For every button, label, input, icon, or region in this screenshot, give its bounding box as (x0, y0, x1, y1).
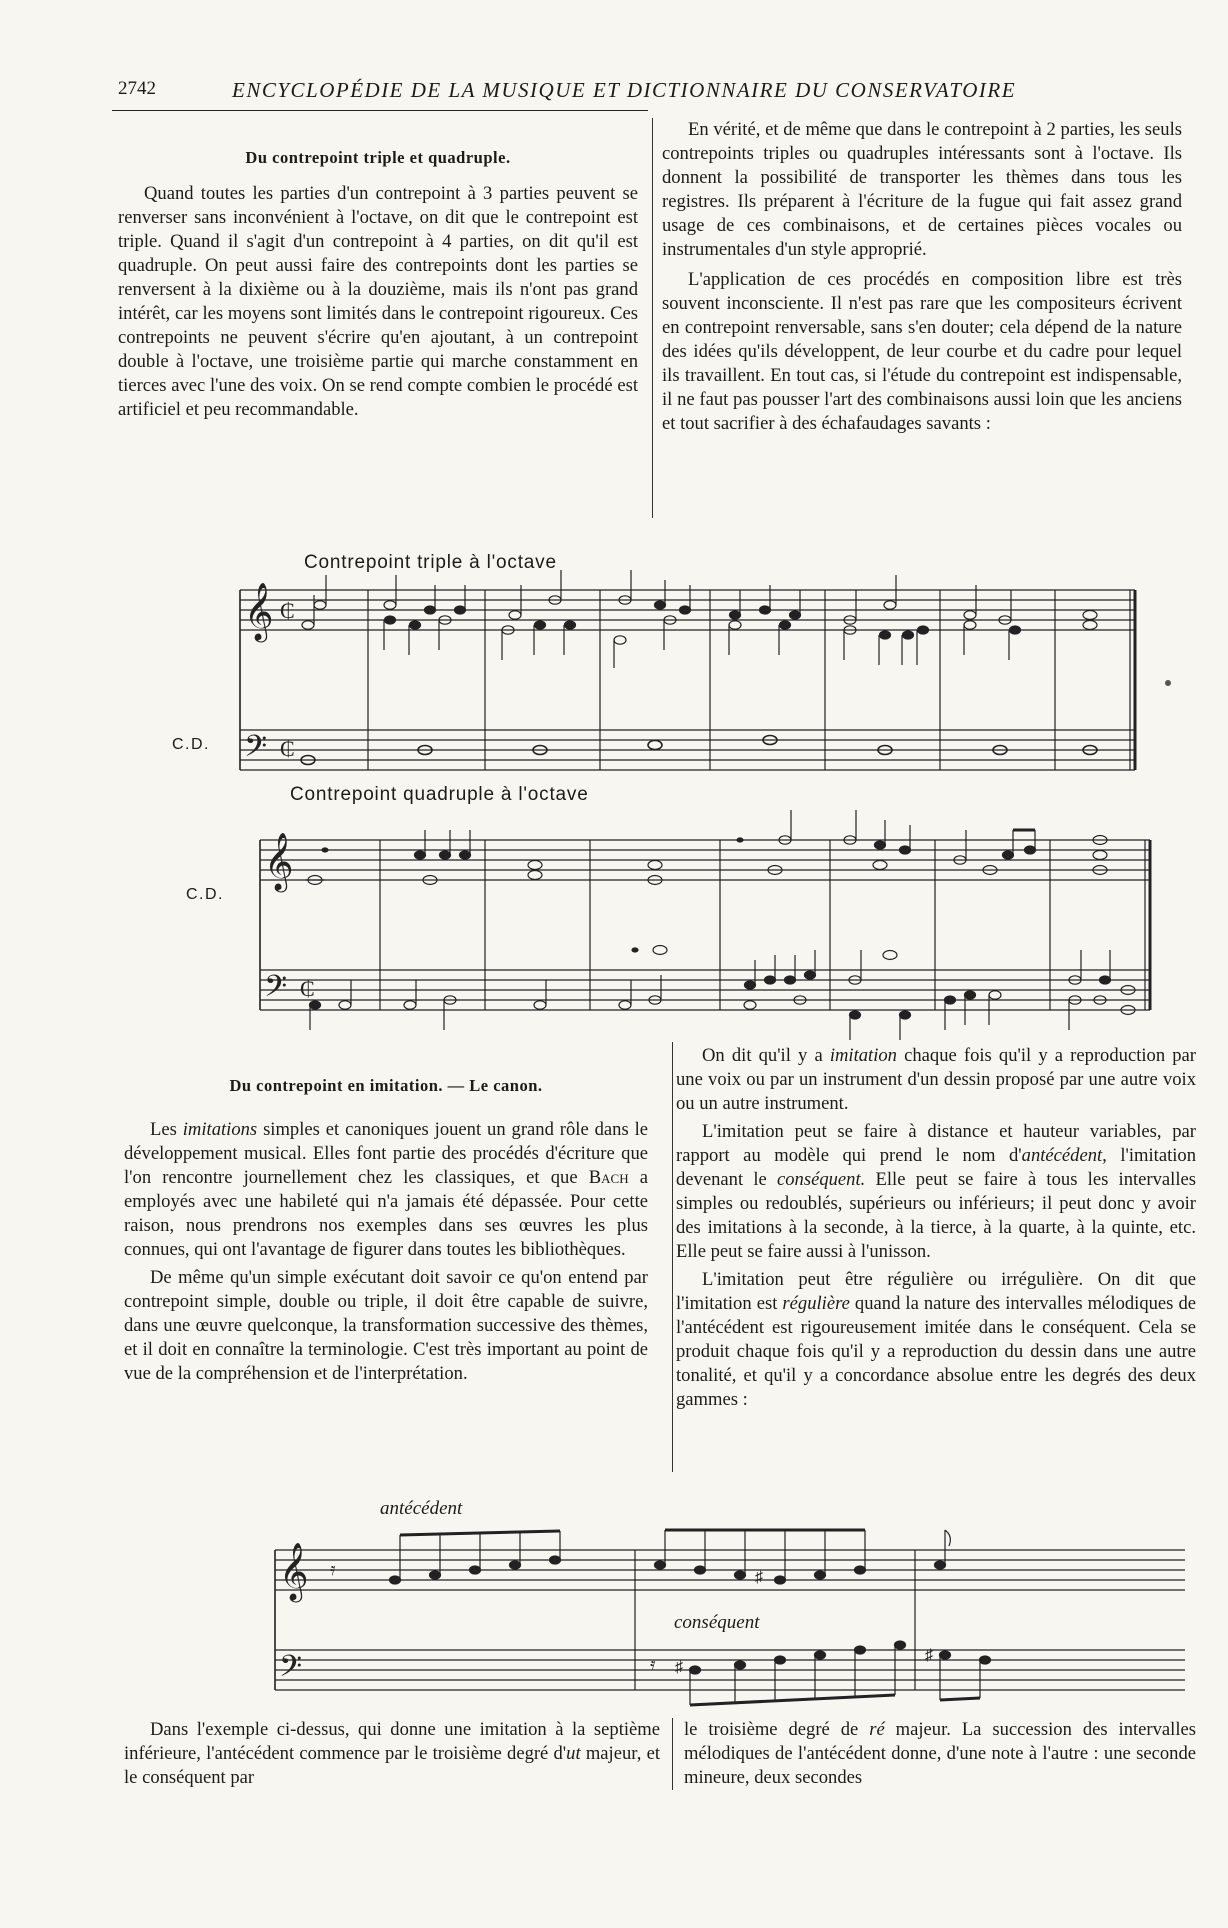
consequent-label: conséquent (674, 1612, 760, 1633)
text-run: a employés avec une habileté qui n'a jamais été dépassée. Pour cette raison, nous prendrons nos exemples dans ses œuvres les plus connues, qui ont l'avantage de figurer dans toutes les bibliothèques. (124, 1167, 648, 1260)
antecedent-label: antécédent (380, 1498, 463, 1519)
example-title: Contrepoint quadruple à l'octave (290, 784, 589, 805)
text-run: L'imitation peut être régulière ou irrégulière. On dit que l'imitation est (676, 1269, 1196, 1314)
svg-text:♯: ♯ (755, 1569, 763, 1586)
text-run: ut (566, 1743, 581, 1764)
svg-text:♯: ♯ (925, 1647, 933, 1664)
paragraph (676, 1044, 1196, 1116)
paragraph: Quand toutes les parties d'un contrepoint à 3 parties peuvent se renverser sans inconvénient à l'octave, on dit que le contrepoint est triple. Quand il s'agit d'un contrepoint à 4 parties, on dit qu'il est quadruple. On peut aussi faire des contrepoints dont les parties se renversent à la dixième ou à la douzième, mais ils n'ont pas grand intérêt, car les moyens sont limités dans le contrepoint rigoureux. Ces contrepoints ne peuvent s'écrire qu'en ajoutant, à un contrepoint double à l'octave, une troisième partie qui marche constamment en tierces avec l'une des voix. On se rend compte combien le procédé est artificiel et peu recommandable. (118, 183, 638, 420)
svg-text:𝄢: 𝄢 (279, 1650, 303, 1691)
svg-text:₵: ₵ (300, 976, 315, 1001)
text-run: Dans l'exemple ci-dessus, qui donne une imitation à la septième inférieure, l'antécédent commence par le troisième degré d' (124, 1719, 660, 1764)
paragraph (124, 1118, 648, 1262)
header-rule (112, 110, 648, 111)
text-run: Les (150, 1119, 183, 1140)
music-example-2 (250, 820, 1170, 1020)
paragraph: De même qu'un simple exécutant doit savoir ce qu'on entend par contrepoint simple, double ou triple, il doit être capable de suivre, dans une œuvre quelconque, la transformation successive des thèmes, et il doit en connaître la terminologie. C'est très important au point de vue de la compréhension et de l'interprétation. (124, 1267, 648, 1384)
text-run: quand la nature des intervalles mélodiques de l'antécédent est rigoureusement imitée dans le conséquent. Cela se produit chaque fois qu'il y a reproduction du dessin dans une autre tonalité, et qu'il y a concordance absolue entre les degrés des deux gammes : (676, 1293, 1197, 1410)
page-number: 2742 (118, 78, 156, 99)
text-run: ré (869, 1719, 885, 1740)
text-run: Elle peut se faire à tous les intervalles simples ou redoublés, supérieurs ou inférieurs; il peut donc y avoir des imitations à la seconde, à la tierce, à la quarte, à la quinte, etc. Elle peut se faire aussi à l'unisson. (676, 1169, 1196, 1262)
paragraph: L'application de ces procédés en composition libre est très souvent inconsciente. Il n'est pas rare que les compositeurs écrivent en contrepoint renversable, sans s'en douter; cela dépend de la nature des idées qu'ils développent, de leur courbe et du cadre pour lequel ils travaillent. En tout cas, si l'étude du contrepoint est indispensable, il ne faut pas pousser l'art des combinaisons aussi loin que les anciens et tout sacrifier à des échafaudages savants : (662, 269, 1182, 434)
cd-label: C.D. (172, 736, 210, 753)
text-column-right-2 (676, 1044, 1196, 1412)
svg-text:𝄞: 𝄞 (244, 582, 274, 640)
svg-text:𝄿: 𝄿 (650, 1654, 656, 1674)
print-mark (1165, 680, 1171, 686)
music-example-1 (240, 580, 1160, 780)
paragraph: En vérité, et de même que dans le contrepoint à 2 parties, les seuls contrepoints triples ou quadruples intéressants sont à l'octave. Ils donnent la possibilité de transporter les thèmes dans tous les registres. Ils préparent à l'écriture de la fugue qui fait assez grand usage de ces combinaisons, et de certaines pièces vocales ou instrumentales d'un style approprié. (662, 119, 1182, 260)
text-run: chaque fois qu'il y a reproduction par une voix ou par un instrument d'un dessin proposé par une autre voix ou un autre instrument. (676, 1045, 1196, 1114)
svg-text:𝄢: 𝄢 (244, 730, 268, 771)
text-run: imitation (829, 1045, 897, 1066)
text-column-left-2 (124, 1074, 648, 1386)
text-run: majeur, et le conséquent par (124, 1743, 660, 1788)
music-example-3 (275, 1520, 1195, 1720)
example-title: Contrepoint triple à l'octave (304, 552, 557, 573)
section-heading: Du contrepoint triple et quadruple. (245, 148, 511, 167)
page-header (112, 78, 1062, 106)
text-column-right-1 (662, 118, 1182, 436)
paragraph (676, 1120, 1196, 1264)
text-run: majeur. La succession des intervalles mélodiques de l'antécédent donne, d'une note à l'autre : une seconde mineure, deux secondes (684, 1719, 1196, 1788)
running-title: ENCYCLOPÉDIE DE LA MUSIQUE ET DICTIONNAIRE DU CONSERVATOIRE (232, 78, 1017, 102)
text-run: imitations (182, 1119, 258, 1140)
text-column-right-3 (684, 1718, 1196, 1790)
svg-text:♯: ♯ (675, 1659, 683, 1676)
text-run: simples et canoniques jouent un grand rôle dans le développement musical. Elles font partie des procédés d'écriture que l'on rencontre journellement chez les classiques, et que (124, 1119, 649, 1188)
paragraph (684, 1718, 1196, 1790)
svg-text:₵: ₵ (280, 598, 295, 623)
text-run: On dit qu'il y a (702, 1045, 830, 1066)
paragraph (676, 1268, 1196, 1412)
svg-text:𝄿: 𝄿 (330, 1559, 336, 1579)
paragraph (124, 1718, 660, 1790)
svg-text:𝄞: 𝄞 (279, 1542, 309, 1600)
text-column-left-1 (118, 146, 638, 422)
text-run: le troisième degré de (684, 1719, 870, 1740)
cd-label: C.D. (186, 886, 224, 903)
text-run: Bach (588, 1167, 629, 1188)
column-divider (652, 118, 653, 518)
text-run: L'imitation peut se faire à distance et hauteur variables, par rapport au modèle qui prend le nom d' (676, 1121, 1196, 1166)
svg-text:₵: ₵ (280, 736, 295, 761)
svg-text:𝄢: 𝄢 (264, 970, 288, 1011)
text-run: conséquent. (777, 1169, 866, 1190)
text-run: antécédent, (1021, 1145, 1107, 1166)
column-divider (672, 1718, 673, 1790)
text-run: régulière (782, 1293, 850, 1314)
text-run: l'imitation devenant le (676, 1145, 1196, 1190)
section-heading: Du contrepoint en imitation. — Le canon. (229, 1076, 543, 1095)
text-column-left-3 (124, 1718, 660, 1790)
svg-text:𝄞: 𝄞 (264, 832, 294, 890)
column-divider (672, 1042, 673, 1472)
